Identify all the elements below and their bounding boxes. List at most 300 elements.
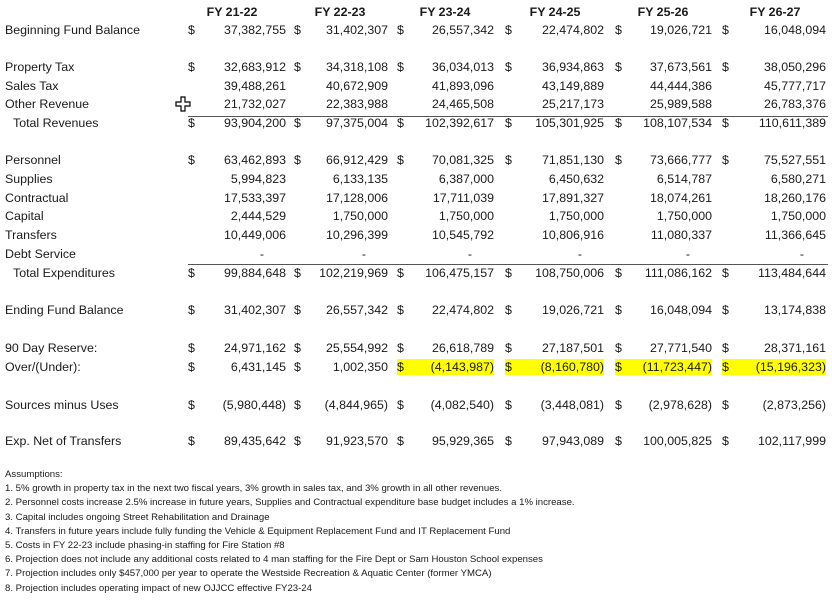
row-label: Exp. Net of Transfers xyxy=(5,434,122,448)
cell-value: 41,893,096 xyxy=(431,79,494,93)
table-cell[interactable] xyxy=(505,152,604,168)
row-label: Ending Fund Balance xyxy=(5,303,124,317)
table-cell[interactable] xyxy=(397,340,494,356)
assumption-item: 1. 5% growth in property tax in the next two fiscal years, 3% growth in sales tax, and 3% growth in all other revenues. xyxy=(5,483,502,495)
currency-symbol: $ xyxy=(294,266,301,280)
cell-value: 110,611,389 xyxy=(758,116,826,130)
currency-symbol: $ xyxy=(505,303,512,317)
row-label: Personnel xyxy=(5,153,61,167)
table-row xyxy=(0,22,832,38)
cell-value: 36,934,863 xyxy=(541,60,604,74)
cell-value: 71,851,130 xyxy=(541,153,604,167)
cell-value: 6,514,787 xyxy=(656,172,712,186)
currency-symbol: $ xyxy=(722,303,729,317)
table-cell[interactable] xyxy=(188,152,286,168)
currency-symbol: $ xyxy=(505,434,512,448)
cell-value: 39,488,261 xyxy=(223,79,286,93)
table-cell[interactable] xyxy=(294,246,388,262)
cell-value: 6,580,271 xyxy=(770,172,826,186)
table-cell[interactable] xyxy=(188,190,286,206)
assumption-item: 2. Personnel costs increase 2.5% increase in future years, Supplies and Contractual expenditure base budget includes a 1% increase. xyxy=(5,497,575,509)
cell-value: 102,219,969 xyxy=(319,266,388,280)
cell-value: 108,750,006 xyxy=(535,266,604,280)
row-label: Capital xyxy=(5,209,44,223)
table-cell[interactable] xyxy=(397,96,494,112)
currency-symbol: $ xyxy=(397,398,404,412)
cell-value: 44,444,386 xyxy=(649,79,712,93)
currency-symbol: $ xyxy=(294,23,301,37)
currency-symbol: $ xyxy=(722,398,729,412)
table-cell[interactable] xyxy=(615,302,712,318)
cell-value: - xyxy=(259,247,264,261)
table-cell[interactable] xyxy=(505,340,604,356)
cell-value: 113,484,644 xyxy=(758,266,826,280)
table-cell[interactable] xyxy=(397,208,494,224)
row-label: Debt Service xyxy=(5,247,76,261)
currency-symbol: $ xyxy=(294,60,301,74)
currency-symbol: $ xyxy=(722,153,729,167)
table-cell[interactable] xyxy=(294,171,388,187)
cell-value: 26,557,342 xyxy=(431,23,494,37)
currency-symbol: $ xyxy=(188,303,195,317)
cell-value: 6,133,135 xyxy=(332,172,388,186)
cell-value: 28,371,161 xyxy=(763,341,826,355)
cell-value: 1,750,000 xyxy=(438,209,494,223)
row-label: Contractual xyxy=(5,191,69,205)
cell-value: 108,107,534 xyxy=(643,116,712,130)
currency-symbol: $ xyxy=(615,116,622,130)
table-cell[interactable] xyxy=(397,152,494,168)
year-header: FY 25-26 xyxy=(637,5,689,19)
currency-symbol: $ xyxy=(505,60,512,74)
table-cell[interactable] xyxy=(722,190,826,206)
cell-value: (4,143,987) xyxy=(430,360,494,374)
table-cell[interactable] xyxy=(615,433,712,449)
currency-symbol: $ xyxy=(722,434,729,448)
cell-value: 24,971,162 xyxy=(223,341,286,355)
currency-symbol: $ xyxy=(505,398,512,412)
cell-value: 10,545,792 xyxy=(431,228,494,242)
cell-value: 91,923,570 xyxy=(325,434,388,448)
table-row xyxy=(0,397,832,413)
currency-symbol: $ xyxy=(188,434,195,448)
table-cell[interactable] xyxy=(505,59,604,75)
table-cell[interactable] xyxy=(505,171,604,187)
currency-symbol: $ xyxy=(188,398,195,412)
table-cell[interactable] xyxy=(188,359,286,375)
table-cell[interactable] xyxy=(294,152,388,168)
assumption-item: 8. Projection includes operating impact of new OJJCC effective FY23-24 xyxy=(5,582,312,594)
currency-symbol: $ xyxy=(397,360,404,374)
assumption-item: 6. Projection does not include any additional costs related to 4 man staffing for the Fire Dept or Sam Houston School expenses xyxy=(5,554,543,566)
table-cell[interactable] xyxy=(615,265,712,281)
row-label: 90 Day Reserve: xyxy=(5,341,98,355)
table-row xyxy=(0,340,832,356)
header-row xyxy=(0,4,832,20)
table-cell[interactable] xyxy=(722,227,826,243)
table-cell[interactable] xyxy=(505,433,604,449)
row-label: Beginning Fund Balance xyxy=(5,23,141,37)
table-row xyxy=(0,171,832,187)
cell-value: 18,074,261 xyxy=(649,191,712,205)
currency-symbol: $ xyxy=(188,23,195,37)
table-row xyxy=(0,59,832,75)
currency-symbol: $ xyxy=(615,23,622,37)
table-cell[interactable] xyxy=(188,59,286,75)
cell-value: 6,450,632 xyxy=(548,172,604,186)
table-cell[interactable] xyxy=(615,78,712,94)
table-cell[interactable] xyxy=(397,246,494,262)
currency-symbol: $ xyxy=(615,153,622,167)
currency-symbol: $ xyxy=(397,266,404,280)
cell-value: 26,557,342 xyxy=(325,303,388,317)
table-cell[interactable] xyxy=(397,227,494,243)
table-cell[interactable] xyxy=(722,208,826,224)
table-row xyxy=(0,190,832,206)
currency-symbol: $ xyxy=(294,116,301,130)
table-cell[interactable] xyxy=(615,96,712,112)
cell-value: 105,301,925 xyxy=(535,116,604,130)
cell-value: 22,474,802 xyxy=(541,23,604,37)
table-cell[interactable] xyxy=(188,397,286,413)
cell-value: 17,891,327 xyxy=(541,191,604,205)
table-cell[interactable] xyxy=(505,246,604,262)
table-cell[interactable] xyxy=(722,96,826,112)
cell-value: 10,296,399 xyxy=(325,228,388,242)
currency-symbol: $ xyxy=(505,116,512,130)
cell-value: 26,618,789 xyxy=(431,341,494,355)
cell-value: 21,732,027 xyxy=(223,97,286,111)
table-row xyxy=(0,265,832,281)
cell-value: 6,431,145 xyxy=(230,360,286,374)
cell-value: 25,554,992 xyxy=(325,341,388,355)
move-cursor-icon xyxy=(175,96,191,112)
table-cell[interactable] xyxy=(505,302,604,318)
cell-value: 37,673,561 xyxy=(649,60,712,74)
cell-value: 43,149,889 xyxy=(541,79,604,93)
table-cell[interactable] xyxy=(188,246,286,262)
cell-value: 27,771,540 xyxy=(649,341,712,355)
table-cell[interactable] xyxy=(188,171,286,187)
table-cell[interactable] xyxy=(615,246,712,262)
cell-value: 1,750,000 xyxy=(332,209,388,223)
table-cell[interactable] xyxy=(722,152,826,168)
table-cell[interactable] xyxy=(615,227,712,243)
cell-value: 6,387,000 xyxy=(438,172,494,186)
table-cell[interactable] xyxy=(188,302,286,318)
year-header: FY 24-25 xyxy=(529,5,581,19)
table-cell[interactable] xyxy=(397,265,494,281)
cell-value: 45,777,717 xyxy=(763,79,826,93)
currency-symbol: $ xyxy=(722,360,729,374)
cell-value: 97,375,004 xyxy=(325,116,388,130)
cell-value: 37,382,755 xyxy=(223,23,286,37)
table-cell[interactable] xyxy=(722,265,826,281)
cell-value: 102,117,999 xyxy=(758,434,826,448)
table-row xyxy=(0,152,832,168)
currency-symbol: $ xyxy=(188,341,195,355)
table-cell[interactable] xyxy=(188,433,286,449)
cell-value: 32,683,912 xyxy=(223,60,286,74)
cell-value: 102,392,617 xyxy=(425,116,494,130)
year-header: FY 26-27 xyxy=(749,5,801,19)
table-row xyxy=(0,227,832,243)
table-cell[interactable] xyxy=(397,171,494,187)
table-cell[interactable] xyxy=(505,397,604,413)
table-cell[interactable] xyxy=(188,78,286,94)
table-cell[interactable] xyxy=(505,22,604,38)
assumption-item: 7. Projection includes only $457,000 per year to operate the Westside Recreation & Aquatic Center (former YMCA) xyxy=(5,568,492,580)
cell-value: (2,873,256) xyxy=(762,398,826,412)
cell-value: (3,448,081) xyxy=(540,398,604,412)
currency-symbol: $ xyxy=(722,60,729,74)
cell-value: - xyxy=(577,247,582,261)
table-cell[interactable] xyxy=(294,397,388,413)
cell-value: 24,465,508 xyxy=(431,97,494,111)
table-cell[interactable] xyxy=(397,359,494,375)
row-label: Total Revenues xyxy=(13,116,99,130)
table-cell[interactable] xyxy=(294,265,388,281)
table-cell[interactable] xyxy=(615,359,712,375)
table-cell[interactable] xyxy=(722,246,826,262)
table-cell[interactable] xyxy=(615,397,712,413)
table-cell[interactable] xyxy=(397,433,494,449)
table-cell[interactable] xyxy=(294,359,388,375)
cell-value: (8,160,780) xyxy=(540,360,604,374)
table-cell[interactable] xyxy=(615,59,712,75)
cell-value: 2,444,529 xyxy=(230,209,286,223)
table-cell[interactable] xyxy=(294,22,388,38)
cell-value: 111,086,162 xyxy=(644,266,712,280)
table-cell[interactable] xyxy=(294,115,388,131)
table-cell[interactable] xyxy=(188,265,286,281)
currency-symbol: $ xyxy=(505,266,512,280)
table-cell[interactable] xyxy=(294,227,388,243)
table-cell[interactable] xyxy=(397,302,494,318)
cell-value: 1,750,000 xyxy=(770,209,826,223)
currency-symbol: $ xyxy=(505,360,512,374)
cell-value: 13,174,838 xyxy=(763,303,826,317)
cell-value: (15,196,323) xyxy=(755,360,826,374)
table-cell[interactable] xyxy=(615,152,712,168)
table-cell[interactable] xyxy=(188,22,286,38)
table-cell[interactable] xyxy=(397,397,494,413)
currency-symbol: $ xyxy=(188,266,195,280)
cell-value: 16,048,094 xyxy=(649,303,712,317)
currency-symbol: $ xyxy=(722,116,729,130)
table-row xyxy=(0,433,832,449)
table-cell[interactable] xyxy=(294,208,388,224)
table-cell[interactable] xyxy=(722,115,826,131)
assumption-item: 5. Costs in FY 22-23 include phasing-in staffing for Fire Station #8 xyxy=(5,540,285,552)
cell-value: 18,260,176 xyxy=(763,191,826,205)
cell-value: 25,989,588 xyxy=(649,97,712,111)
table-row xyxy=(0,208,832,224)
table-cell[interactable] xyxy=(615,208,712,224)
cell-value: 16,048,094 xyxy=(763,23,826,37)
currency-symbol: $ xyxy=(294,153,301,167)
currency-symbol: $ xyxy=(188,153,195,167)
cell-value: (2,978,628) xyxy=(648,398,712,412)
cell-value: 17,711,039 xyxy=(432,191,494,205)
table-cell[interactable] xyxy=(188,340,286,356)
cell-value: 106,475,157 xyxy=(425,266,494,280)
currency-symbol: $ xyxy=(188,60,195,74)
row-label: Property Tax xyxy=(5,60,75,74)
table-row xyxy=(0,246,832,262)
cell-value: 31,402,307 xyxy=(325,23,388,37)
cell-value: 40,672,909 xyxy=(325,79,388,93)
table-row xyxy=(0,78,832,94)
cell-value: 17,128,006 xyxy=(325,191,388,205)
table-cell[interactable] xyxy=(615,115,712,131)
cell-value: 97,943,089 xyxy=(541,434,604,448)
assumption-item: 3. Capital includes ongoing Street Rehabilitation and Drainage xyxy=(5,511,270,523)
currency-symbol: $ xyxy=(188,116,195,130)
cell-value: 17,533,397 xyxy=(223,191,286,205)
year-header: FY 22-23 xyxy=(314,5,366,19)
table-row xyxy=(0,302,832,318)
cell-value: - xyxy=(799,247,804,261)
currency-symbol: $ xyxy=(294,398,301,412)
total-expenditures-underline xyxy=(188,264,828,265)
table-cell[interactable] xyxy=(397,190,494,206)
cell-value: 34,318,108 xyxy=(325,60,388,74)
table-cell[interactable] xyxy=(294,190,388,206)
table-cell[interactable] xyxy=(615,171,712,187)
cell-value: 93,904,200 xyxy=(223,116,286,130)
table-cell[interactable] xyxy=(615,190,712,206)
table-row xyxy=(0,115,832,131)
cell-value: (5,980,448) xyxy=(222,398,286,412)
cell-value: 1,002,350 xyxy=(332,360,388,374)
row-label: Over/(Under): xyxy=(5,360,81,374)
currency-symbol: $ xyxy=(615,303,622,317)
table-cell[interactable] xyxy=(722,302,826,318)
cell-value: (4,082,540) xyxy=(430,398,494,412)
row-label: Other Revenue xyxy=(5,97,90,111)
table-cell[interactable] xyxy=(722,171,826,187)
currency-symbol: $ xyxy=(615,360,622,374)
table-cell[interactable] xyxy=(294,302,388,318)
table-cell[interactable] xyxy=(294,78,388,94)
table-row xyxy=(0,359,832,375)
row-label: Supplies xyxy=(5,172,53,186)
cell-value: 10,806,916 xyxy=(541,228,604,242)
table-cell[interactable] xyxy=(294,96,388,112)
currency-symbol: $ xyxy=(615,60,622,74)
currency-symbol: $ xyxy=(294,341,301,355)
currency-symbol: $ xyxy=(615,434,622,448)
currency-symbol: $ xyxy=(397,341,404,355)
cell-value: 1,750,000 xyxy=(656,209,712,223)
currency-symbol: $ xyxy=(615,341,622,355)
cell-value: 26,783,376 xyxy=(763,97,826,111)
cell-value: 19,026,721 xyxy=(541,303,604,317)
currency-symbol: $ xyxy=(397,23,404,37)
table-cell[interactable] xyxy=(397,115,494,131)
table-cell[interactable] xyxy=(505,190,604,206)
table-cell[interactable] xyxy=(294,433,388,449)
cell-value: 73,666,777 xyxy=(649,153,712,167)
cell-value: 99,884,648 xyxy=(223,266,286,280)
cell-value: 36,034,013 xyxy=(431,60,494,74)
year-header: FY 21-22 xyxy=(206,5,258,19)
cell-value: 31,402,307 xyxy=(223,303,286,317)
row-label: Total Expenditures xyxy=(13,266,115,280)
table-cell[interactable] xyxy=(722,433,826,449)
table-cell[interactable] xyxy=(615,22,712,38)
table-cell[interactable] xyxy=(722,59,826,75)
cell-value: 89,435,642 xyxy=(223,434,286,448)
table-cell[interactable] xyxy=(188,96,286,112)
year-header: FY 23-24 xyxy=(419,5,471,19)
table-cell[interactable] xyxy=(505,78,604,94)
currency-symbol: $ xyxy=(615,398,622,412)
table-cell[interactable] xyxy=(505,265,604,281)
table-cell[interactable] xyxy=(294,59,388,75)
table-cell[interactable] xyxy=(722,397,826,413)
table-cell[interactable] xyxy=(397,22,494,38)
cell-value: 10,449,006 xyxy=(223,228,286,242)
table-cell[interactable] xyxy=(722,359,826,375)
cell-value: 22,383,988 xyxy=(325,97,388,111)
cell-value: - xyxy=(467,247,472,261)
cell-value: 25,217,173 xyxy=(541,97,604,111)
cell-value: 11,366,645 xyxy=(764,228,826,242)
currency-symbol: $ xyxy=(505,341,512,355)
table-cell[interactable] xyxy=(615,340,712,356)
table-cell[interactable] xyxy=(505,96,604,112)
table-cell[interactable] xyxy=(722,78,826,94)
currency-symbol: $ xyxy=(294,303,301,317)
cell-value: 63,462,893 xyxy=(223,153,286,167)
cell-value: 27,187,501 xyxy=(541,341,604,355)
currency-symbol: $ xyxy=(505,153,512,167)
assumptions-notes xyxy=(5,468,825,596)
table-cell[interactable] xyxy=(505,115,604,131)
table-cell[interactable] xyxy=(188,115,286,131)
assumption-item: 4. Transfers in future years include fully funding the Vehicle & Equipment Replacement Fund and IT Replacement Fund xyxy=(5,525,511,537)
cell-value: (11,723,447) xyxy=(642,360,712,374)
table-cell[interactable] xyxy=(505,359,604,375)
table-cell[interactable] xyxy=(722,22,826,38)
currency-symbol: $ xyxy=(188,360,195,374)
table-cell[interactable] xyxy=(505,208,604,224)
table-cell[interactable] xyxy=(505,227,604,243)
cell-value: 75,527,551 xyxy=(763,153,826,167)
cell-value: 100,005,825 xyxy=(643,434,712,448)
table-cell[interactable] xyxy=(294,340,388,356)
currency-symbol: $ xyxy=(397,153,404,167)
cell-value: 70,081,325 xyxy=(431,153,494,167)
cell-value: 38,050,296 xyxy=(763,60,826,74)
assumptions-title: Assumptions: xyxy=(5,469,63,480)
cell-value: 19,026,721 xyxy=(649,23,712,37)
currency-symbol: $ xyxy=(722,23,729,37)
table-cell[interactable] xyxy=(722,340,826,356)
cell-value: 66,912,429 xyxy=(325,153,388,167)
table-cell[interactable] xyxy=(397,59,494,75)
currency-symbol: $ xyxy=(505,23,512,37)
cell-value: 22,474,802 xyxy=(431,303,494,317)
table-cell[interactable] xyxy=(397,78,494,94)
cell-value: - xyxy=(361,247,366,261)
table-cell[interactable] xyxy=(188,227,286,243)
table-cell[interactable] xyxy=(188,208,286,224)
cell-value: 95,929,365 xyxy=(431,434,494,448)
currency-symbol: $ xyxy=(294,360,301,374)
